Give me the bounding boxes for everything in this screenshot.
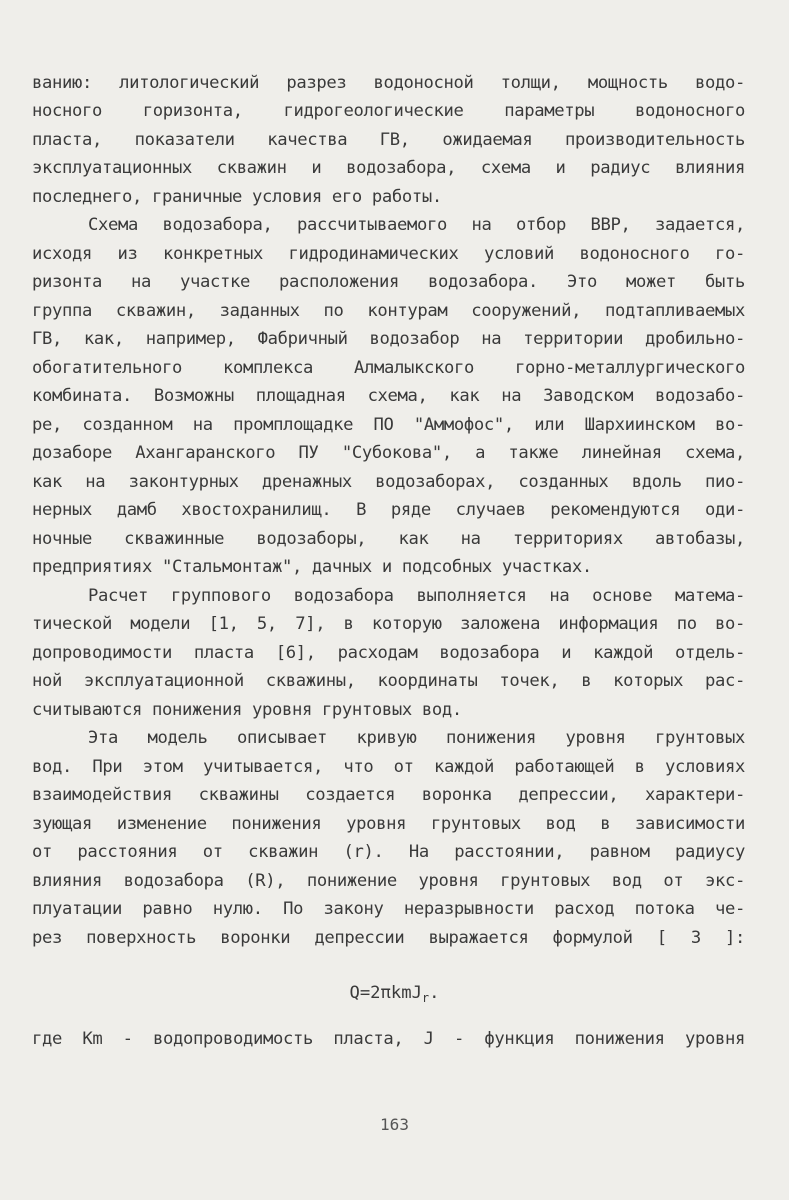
text-line: пласта, показатели качества ГВ, ожидаемая производительность — [32, 130, 745, 150]
text-line: ГВ, как, например, Фабричный водозабор на территории дробильно- — [32, 329, 745, 349]
text-line: носного горизонта, гидрогеологические параметры водоносного — [32, 101, 745, 121]
text-line: рез поверхность воронки депрессии выражается формулой [ 3 ]: — [32, 928, 745, 948]
text-line: обогатительного комплекса Алмалыкского горно-металлургического — [32, 358, 745, 378]
text-line: взаимодействия скважины создается воронка депрессии, характери- — [32, 785, 745, 805]
text-line: группа скважин, заданных по контурам сооружений, подтапливаемых — [32, 301, 745, 321]
text-line: допроводимости пласта [6], расходам водозабора и каждой отдель- — [32, 643, 745, 663]
text-line: ризонта на участке расположения водозабора. Это может быть — [32, 272, 745, 292]
text-line: ной эксплуатационной скважины, координаты точек, в которых рас- — [32, 671, 745, 691]
text-line: зующая изменение понижения уровня грунтовых вод в зависимости — [32, 814, 745, 834]
text-line: считываются понижения уровня грунтовых вод. — [32, 700, 462, 720]
page-number: 163 — [380, 1115, 409, 1134]
formula-period: . — [429, 983, 440, 1003]
text-line: комбината. Возможны площадная схема, как на Заводском водозабо- — [32, 386, 745, 406]
text-line: предприятиях "Стальмонтаж", дачных и подсобных участках. — [32, 557, 592, 577]
text-line: дозаборе Ахангаранского ПУ "Субокова", а также линейная схема, — [32, 443, 745, 463]
paragraph-first-line: Эта модель описывает кривую понижения уровня грунтовых — [88, 728, 745, 748]
formula-subscript: r — [421, 991, 430, 1005]
formula-main: Q=2πkmJ — [349, 983, 422, 1003]
text-line: эксплуатационных скважин и водозабора, схема и радиус влияния — [32, 158, 745, 178]
text-line: где Km - водопроводимость пласта, J - функция понижения уровня — [32, 1029, 745, 1049]
text-line: последнего, граничные условия его работы. — [32, 187, 442, 207]
text-line: исходя из конкретных гидродинамических условий водоносного го- — [32, 244, 745, 264]
text-line: тической модели [1, 5, 7], в которую заложена информация по во- — [32, 614, 745, 634]
text-line: плуатации равно нулю. По закону неразрывности расход потока че- — [32, 899, 745, 919]
text-line: ванию: литологический разрез водоносной толщи, мощность водо- — [32, 73, 745, 93]
text-line: от расстояния от скважин (r). На расстоянии, равном радиусу — [32, 842, 745, 862]
formula — [0, 982, 789, 1009]
text-line: ночные скважинные водозаборы, как на территориях автобазы, — [32, 529, 745, 549]
text-line: ре, созданном на промплощадке ПО "Аммофос", или Шархиинском во- — [32, 415, 745, 435]
paragraph-first-line: Схема водозабора, рассчитываемого на отбор ВВР, задается, — [88, 215, 745, 235]
paragraph-first-line: Расчет группового водозабора выполняется на основе матема- — [88, 586, 745, 606]
text-line: нерных дамб хвостохранилищ. В ряде случаев рекомендуются оди- — [32, 500, 745, 520]
text-line: вод. При этом учитывается, что от каждой работающей в условиях — [32, 757, 745, 777]
text-line: влияния водозабора (R), понижение уровня грунтовых вод от экс- — [32, 871, 745, 891]
text-line: как на законтурных дренажных водозаборах, созданных вдоль пио- — [32, 472, 745, 492]
